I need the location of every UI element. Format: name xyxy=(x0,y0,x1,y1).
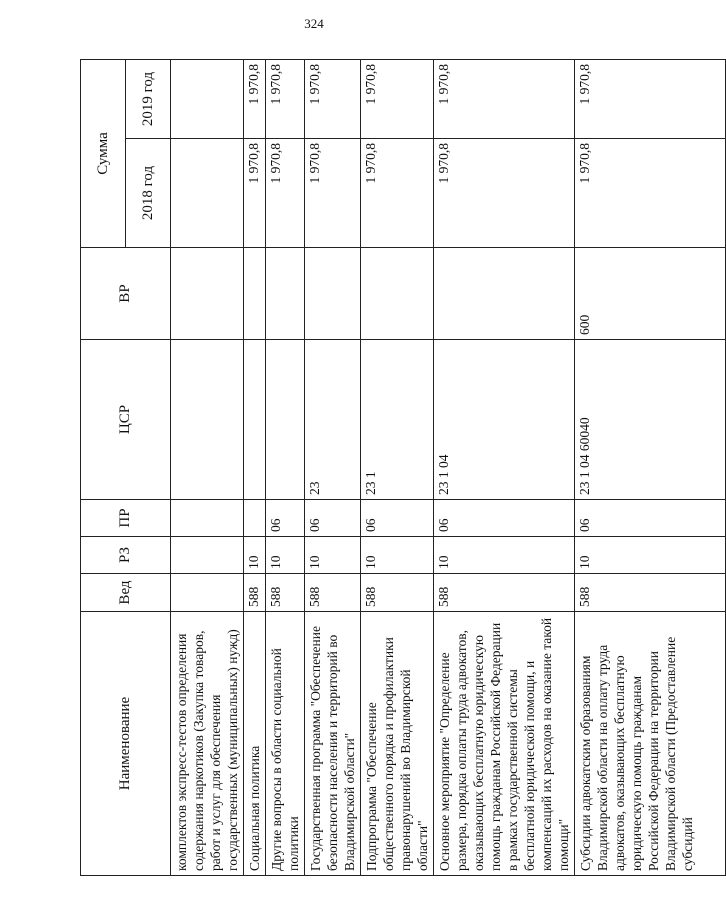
row-ved: 588 xyxy=(575,574,726,612)
row-name: комплектов экспресс-тестов определения содержания наркотиков (Закупка товаров, работ и услуг для обеспечения государственных (муниципальных) нужд) xyxy=(171,612,244,876)
table-row xyxy=(575,59,726,875)
budget-table xyxy=(80,59,726,876)
row-rz: 10 xyxy=(575,537,726,574)
row-pr: 06 xyxy=(361,500,434,537)
row-ved: 588 xyxy=(305,574,361,612)
rotated-table-container xyxy=(80,60,695,876)
row-vr xyxy=(305,248,361,340)
row-ved: 588 xyxy=(361,574,434,612)
row-vr: 600 xyxy=(575,248,726,340)
row-sum-2019: 1 970,8 xyxy=(361,59,434,138)
row-sum-2018: 1 970,8 xyxy=(305,139,361,248)
row-sum-2019: 1 970,8 xyxy=(305,59,361,138)
page-number: 324 xyxy=(304,16,324,31)
row-csr: 23 1 04 60040 xyxy=(575,340,726,500)
row-rz: 10 xyxy=(434,537,575,574)
row-sum-2019: 1 970,8 xyxy=(434,59,575,138)
row-vr xyxy=(171,248,244,340)
header-pr: ПР xyxy=(81,500,171,537)
row-pr: 06 xyxy=(266,500,305,537)
row-sum-2019: 1 970,8 xyxy=(244,59,266,138)
header-csr: ЦСР xyxy=(81,340,171,500)
row-csr xyxy=(266,340,305,500)
row-rz: 10 xyxy=(244,537,266,574)
header-name: Наименование xyxy=(81,612,171,876)
table-row xyxy=(244,59,266,875)
row-name: Субсидии адвокатским образованиям Владимирской области на оплату труда адвокатов, оказывающих бесплатную юридическую помощь гражданам Российской Федерации на территории Владимирской области (Предоставление субсидий xyxy=(575,612,726,876)
row-rz: 10 xyxy=(361,537,434,574)
table-row xyxy=(361,59,434,875)
header-ved: Вед xyxy=(81,574,171,612)
header-vr: ВР xyxy=(81,248,171,340)
row-sum-2019 xyxy=(171,59,244,138)
row-sum-2018 xyxy=(171,139,244,248)
row-vr xyxy=(434,248,575,340)
row-sum-2018: 1 970,8 xyxy=(361,139,434,248)
row-sum-2019: 1 970,8 xyxy=(266,59,305,138)
table-row xyxy=(434,59,575,875)
table-row xyxy=(266,59,305,875)
row-rz: 10 xyxy=(305,537,361,574)
row-vr xyxy=(266,248,305,340)
row-ved: 588 xyxy=(244,574,266,612)
row-csr xyxy=(171,340,244,500)
row-pr: 06 xyxy=(575,500,726,537)
row-pr: 06 xyxy=(434,500,575,537)
header-year-2018: 2018 год xyxy=(126,139,171,248)
row-pr xyxy=(171,500,244,537)
row-pr xyxy=(244,500,266,537)
row-name: Государственная программа "Обеспечение безопасности населения и территорий во Владимирской области" xyxy=(305,612,361,876)
row-sum-2019: 1 970,8 xyxy=(575,59,726,138)
row-sum-2018: 1 970,8 xyxy=(575,139,726,248)
row-csr xyxy=(244,340,266,500)
header-sum: Сумма xyxy=(81,59,126,247)
row-pr: 06 xyxy=(305,500,361,537)
table-row xyxy=(305,59,361,875)
row-csr: 23 1 xyxy=(361,340,434,500)
row-ved: 588 xyxy=(266,574,305,612)
row-ved: 588 xyxy=(434,574,575,612)
table-row xyxy=(171,59,244,875)
header-year-2019: 2019 год xyxy=(126,59,171,138)
row-sum-2018: 1 970,8 xyxy=(266,139,305,248)
row-name: Другие вопросы в области социальной политики xyxy=(266,612,305,876)
row-sum-2018: 1 970,8 xyxy=(434,139,575,248)
row-name: Подпрограмма "Обеспечение общественного порядка и профилактики правонарушений во Владимирской области" xyxy=(361,612,434,876)
row-name: Социальная политика xyxy=(244,612,266,876)
row-csr: 23 xyxy=(305,340,361,500)
header-rz: РЗ xyxy=(81,537,171,574)
row-csr: 23 1 04 xyxy=(434,340,575,500)
row-rz: 10 xyxy=(266,537,305,574)
row-vr xyxy=(244,248,266,340)
row-sum-2018: 1 970,8 xyxy=(244,139,266,248)
row-ved xyxy=(171,574,244,612)
row-vr xyxy=(361,248,434,340)
row-name: Основное мероприятие "Определение размера, порядка оплаты труда адвокатов, оказывающих бесплатную юридическую помощь гражданам Российской Федерации в рамках государственной системы бесплатной юридической помощи, и компенсаций их расходов на оказание такой помощи" xyxy=(434,612,575,876)
row-rz xyxy=(171,537,244,574)
